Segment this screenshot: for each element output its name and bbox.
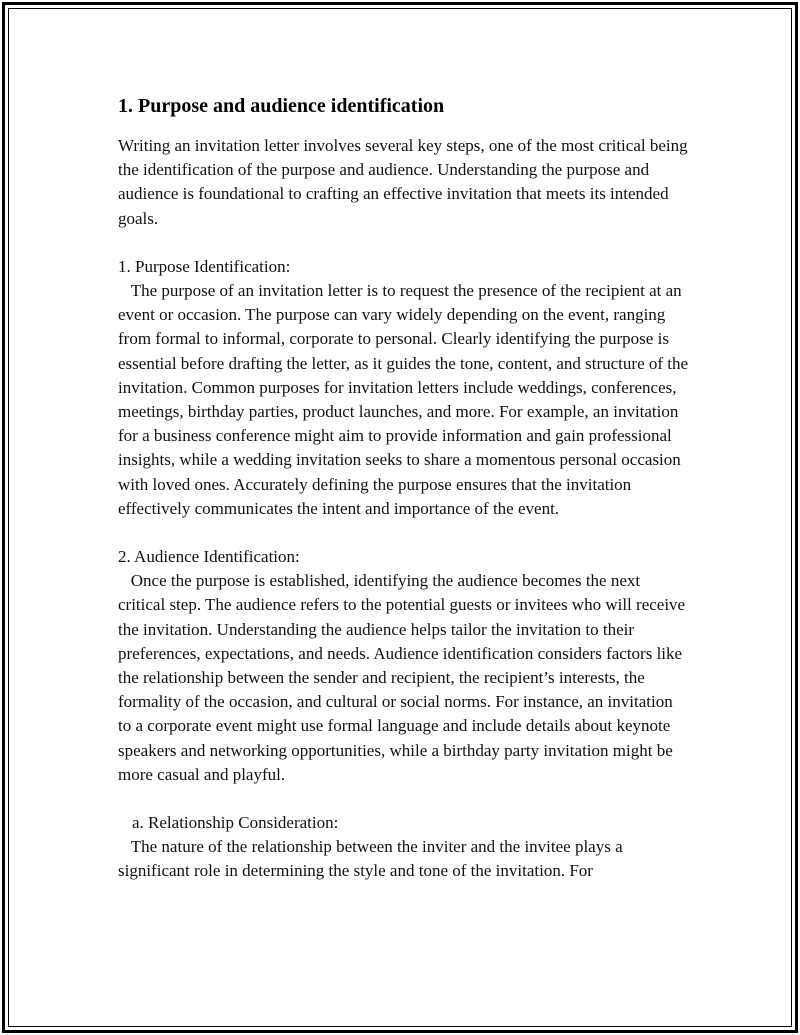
- audience-identification-title: 2. Audience Identification:: [118, 547, 300, 567]
- section-heading: 1. Purpose and audience identification: [118, 95, 445, 117]
- audience-identification-body: Once the purpose is established, identifying the audience becomes the next critical step. The audience refers to the potential guests or invitees who will receive the invitation. Understanding the audience helps tailor the invitation to their preferences, expectations, and needs. Audience identification considers factors like the relationship between the sender and recipient, the recipient’s interests, the formality of the occasion, and cultural or social norms. For instance, an invitation to a corporate event might use formal language and include details about keynote speakers and networking opportunities, while a birthday party invitation might be more casual and playful.: [118, 571, 686, 784]
- purpose-identification-title: 1. Purpose Identification:: [118, 256, 291, 276]
- purpose-identification-body: The purpose of an invitation letter is to request the presence of the recipient at an event or occasion. The purpose can vary widely depending on the event, ranging from formal to informal, corporate to personal. Clearly identifying the purpose is essential before drafting the letter, as it guides the tone, content, and structure of the invitation. Common purposes for invitation letters include weddings, conferences, meetings, birthday parties, product launches, and more. For example, an invitation for a business conference might aim to provide information and gain professional insights, while a wedding invitation seeks to share a momentous personal occasion with loved ones. Accurately defining the purpose ensures that the invitation effectively communicates the intent and importance of the event.: [118, 281, 689, 518]
- relationship-consideration-title: a. Relationship Consideration:: [132, 813, 339, 833]
- relationship-consideration-body: The nature of the relationship between the inviter and the invitee plays a significant role in determining the style and tone of the invitation. For: [118, 837, 623, 881]
- intro-paragraph: Writing an invitation letter involves several key steps, one of the most critical being the identification of the purpose and audience. Understanding the purpose and audience is foundational to crafting an effective invitation that meets its intended goals.: [118, 136, 688, 228]
- document-body: [118, 92, 690, 884]
